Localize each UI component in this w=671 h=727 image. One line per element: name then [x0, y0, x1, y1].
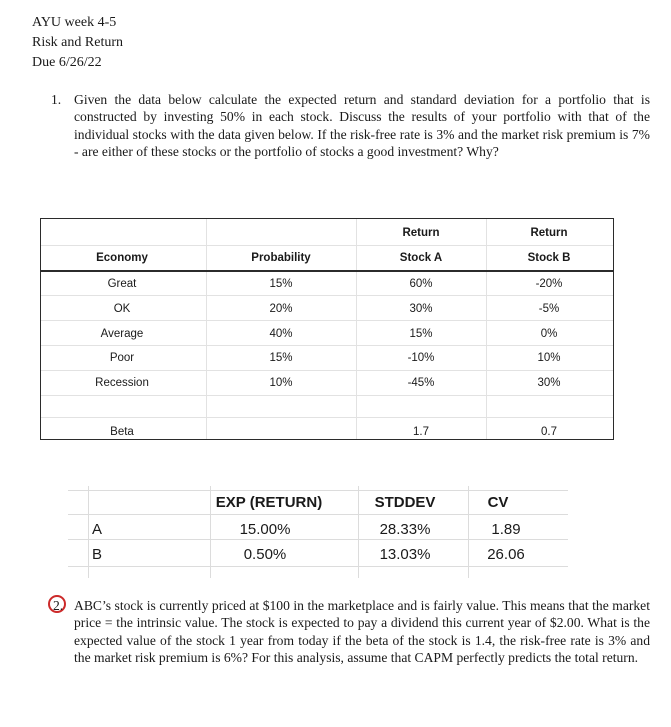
question-1-number: 1. [51, 92, 62, 107]
returns-table [40, 218, 614, 440]
header-stddev: STDDEV [374, 494, 436, 511]
table-row-stock-b: -5% [538, 303, 560, 315]
table-row-economy: Great [107, 278, 137, 290]
beta-stock-b: 0.7 [541, 426, 557, 438]
result-row-label: B [91, 546, 102, 563]
question-2-number: 2. [53, 598, 64, 613]
table-row-economy: Recession [95, 377, 149, 389]
table-row-stock-b: 30% [537, 377, 561, 389]
table-row-probability: 20% [269, 303, 293, 315]
beta-stock-a: 1.7 [413, 426, 429, 438]
result-row-cv: 1.89 [491, 521, 521, 538]
table-row-economy: OK [113, 303, 131, 315]
table-row-stock-b: 0% [540, 328, 558, 340]
table-row-stock-a: 15% [409, 328, 433, 340]
table-row-stock-b: -20% [535, 278, 563, 290]
header-cv: CV [487, 494, 509, 511]
table-row-probability: 15% [269, 352, 293, 364]
course-title: AYU week 4-5 [32, 15, 117, 30]
header-return-a: Return [402, 227, 440, 239]
table-row-economy: Poor [109, 352, 135, 364]
header-return-b: Return [530, 227, 568, 239]
result-row-label: A [91, 521, 102, 538]
header-stock-b: Stock B [527, 252, 571, 264]
result-row-stddev: 13.03% [379, 546, 431, 563]
header-economy: Economy [96, 252, 148, 264]
table-row-probability: 40% [269, 328, 293, 340]
result-row-exp-return: 0.50% [243, 546, 287, 563]
result-row-stddev: 28.33% [379, 521, 431, 538]
result-row-exp-return: 15.00% [239, 521, 291, 538]
topic-title: Risk and Return [32, 35, 123, 50]
results-table [68, 486, 568, 578]
result-row-cv: 26.06 [487, 546, 525, 563]
question-1-text: Given the data below calculate the expected return and standard deviation for a portfolio that is constructed by investing 50% in each stock. Discuss the results of your portfolio with that of the individual stocks with the data given below. If the risk-free rate is 3% and the market risk premium is 7% - are either of these stocks or the portfolio of stocks a good investment? Why? [74, 92, 650, 159]
table-row-probability: 10% [269, 377, 293, 389]
table-row-stock-a: -45% [407, 377, 435, 389]
table-row-stock-a: 30% [409, 303, 433, 315]
header-divider [41, 270, 613, 272]
table-row-economy: Average [100, 328, 144, 340]
table-row-probability: 15% [269, 278, 293, 290]
beta-label: Beta [110, 426, 134, 438]
header-stock-a: Stock A [399, 252, 443, 264]
table-row-stock-b: 10% [537, 352, 561, 364]
header-probability: Probability [251, 252, 311, 264]
question-2-text: ABC’s stock is currently priced at $100 in the marketplace and is fairly value. This means that the market price = the intrinsic value. The stock is expected to pay a dividend this current year of $2.00. What is the expected value of the stock 1 year from today if the beta of the stock is 1.4, the risk-free rate is 3% and the market risk premium is 6%? For this analysis, assume that CAPM perfectly predicts the total return. [74, 598, 650, 665]
table-row-stock-a: 60% [409, 278, 433, 290]
due-date: Due 6/26/22 [32, 55, 102, 70]
header-exp-return: EXP (RETURN) [215, 494, 323, 511]
table-row-stock-a: -10% [407, 352, 435, 364]
